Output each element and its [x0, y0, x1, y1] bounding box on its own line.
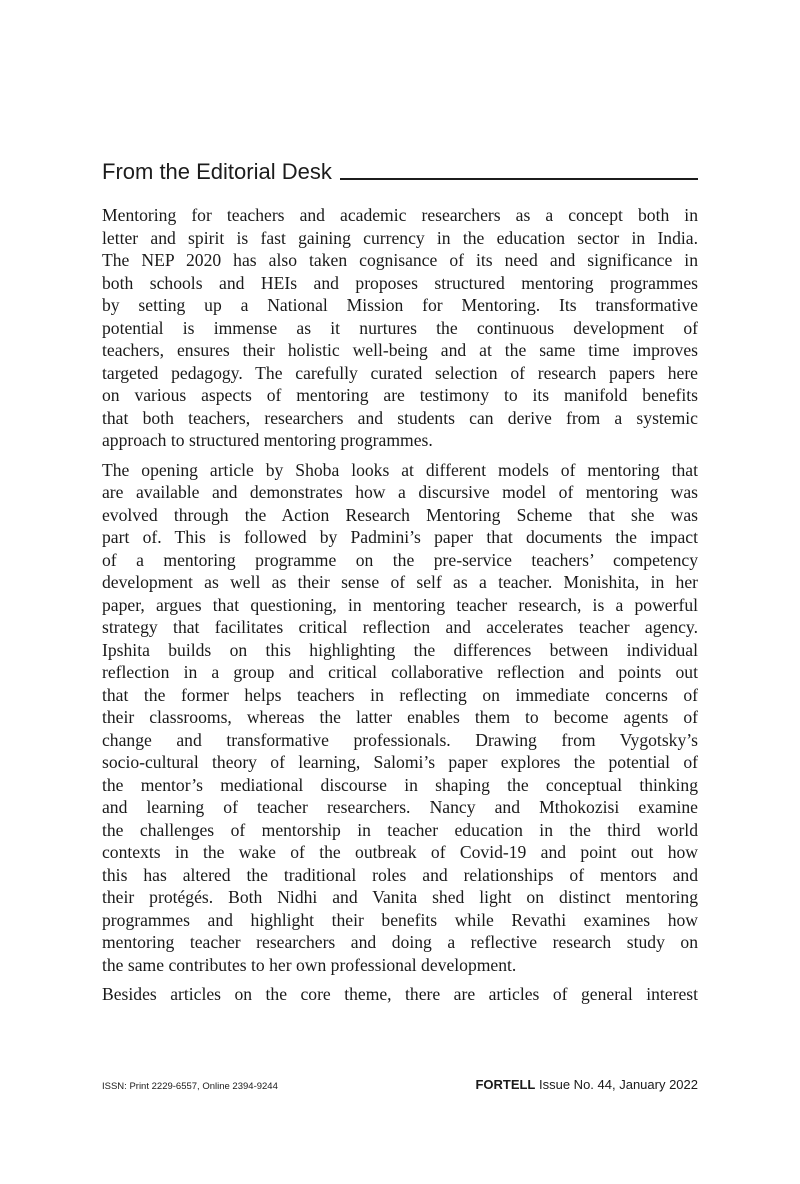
text-line: their classrooms, whereas the latter enables them to become agents of — [102, 707, 698, 727]
text-line: on various aspects of mentoring are testimony to its manifold benefits — [102, 385, 698, 405]
text-line: that the former helps teachers in reflecting on immediate concerns of — [102, 684, 698, 705]
text-line: of a mentoring programme on the pre-service teachers’ competency — [102, 549, 698, 570]
text-line: and learning of teacher researchers. Nancy and Mthokozisi examine — [102, 797, 698, 817]
text-line: evolved through the Action Research Mentoring Scheme that she was — [102, 504, 698, 525]
text-line: their protégés. Both Nidhi and Vanita shed light on distinct mentoring — [102, 887, 698, 907]
text-line: targeted pedagogy. The carefully curated selection of research papers here — [102, 362, 698, 383]
text-line: approach to structured mentoring programmes. — [102, 430, 433, 450]
issue-info: Issue No. 44, January 2022 — [539, 1077, 698, 1092]
text-line: the challenges of mentorship in teacher education in the third world — [102, 819, 698, 840]
paragraph — [102, 459, 698, 977]
text-line: development as well as their sense of self as a teacher. Monishita, in her — [102, 572, 698, 592]
text-line: letter and spirit is fast gaining currency in the education sector in India. — [102, 227, 698, 248]
text-line: part of. This is followed by Padmini’s paper that documents the impact — [102, 527, 698, 547]
paragraph — [102, 204, 698, 452]
text-line: potential is immense as it nurtures the continuous development of — [102, 317, 698, 338]
text-line: the same contributes to her own professional development. — [102, 954, 517, 975]
text-line: the mentor’s mediational discourse in shaping the conceptual thinking — [102, 774, 698, 795]
text-line: Ipshita builds on this highlighting the differences between individual — [102, 639, 698, 660]
text-line: reflection in a group and critical collaborative reflection and points out — [102, 662, 698, 682]
text-line: programmes and highlight their benefits while Revathi examines how — [102, 909, 698, 930]
text-line: contexts in the wake of the outbreak of Covid-19 and point out how — [102, 842, 698, 862]
text-line: that both teachers, researchers and students can derive from a systemic — [102, 407, 698, 428]
text-line: The NEP 2020 has also taken cognisance of its need and significance in — [102, 250, 698, 270]
text-line: mentoring teacher researchers and doing a reflective research study on — [102, 932, 698, 952]
text-line: change and transformative professionals. Drawing from Vygotsky’s — [102, 729, 698, 750]
issue-label — [475, 1077, 698, 1092]
text-line: strategy that facilitates critical reflection and accelerates teacher agency. — [102, 617, 698, 637]
text-line: by setting up a National Mission for Mentoring. Its transformative — [102, 295, 698, 315]
issn-label: ISSN: Print 2229-6557, Online 2394-9244 — [102, 1081, 278, 1092]
text-line: paper, argues that questioning, in mentoring teacher research, is a powerful — [102, 594, 698, 615]
text-line: teachers, ensures their holistic well-being and at the same time improves — [102, 340, 698, 360]
text-line: both schools and HEIs and proposes structured mentoring programmes — [102, 272, 698, 293]
text-line: this has altered the traditional roles and relationships of mentors and — [102, 864, 698, 885]
section-heading-row — [102, 155, 698, 185]
section-heading: From the Editorial Desk — [102, 159, 332, 184]
text-line: socio-cultural theory of learning, Salomi’s paper explores the potential of — [102, 752, 698, 772]
text-line: The opening article by Shoba looks at different models of mentoring that — [102, 459, 698, 480]
paragraph — [102, 983, 698, 1006]
text-line: are available and demonstrates how a discursive model of mentoring was — [102, 482, 698, 502]
text-line: Mentoring for teachers and academic researchers as a concept both in — [102, 205, 698, 225]
heading-rule — [340, 178, 698, 180]
journal-name: FORTELL — [475, 1077, 536, 1092]
page-footer — [102, 1077, 698, 1092]
editorial-body — [102, 204, 698, 1013]
text-line: Besides articles on the core theme, there are articles of general interest — [102, 984, 698, 1004]
